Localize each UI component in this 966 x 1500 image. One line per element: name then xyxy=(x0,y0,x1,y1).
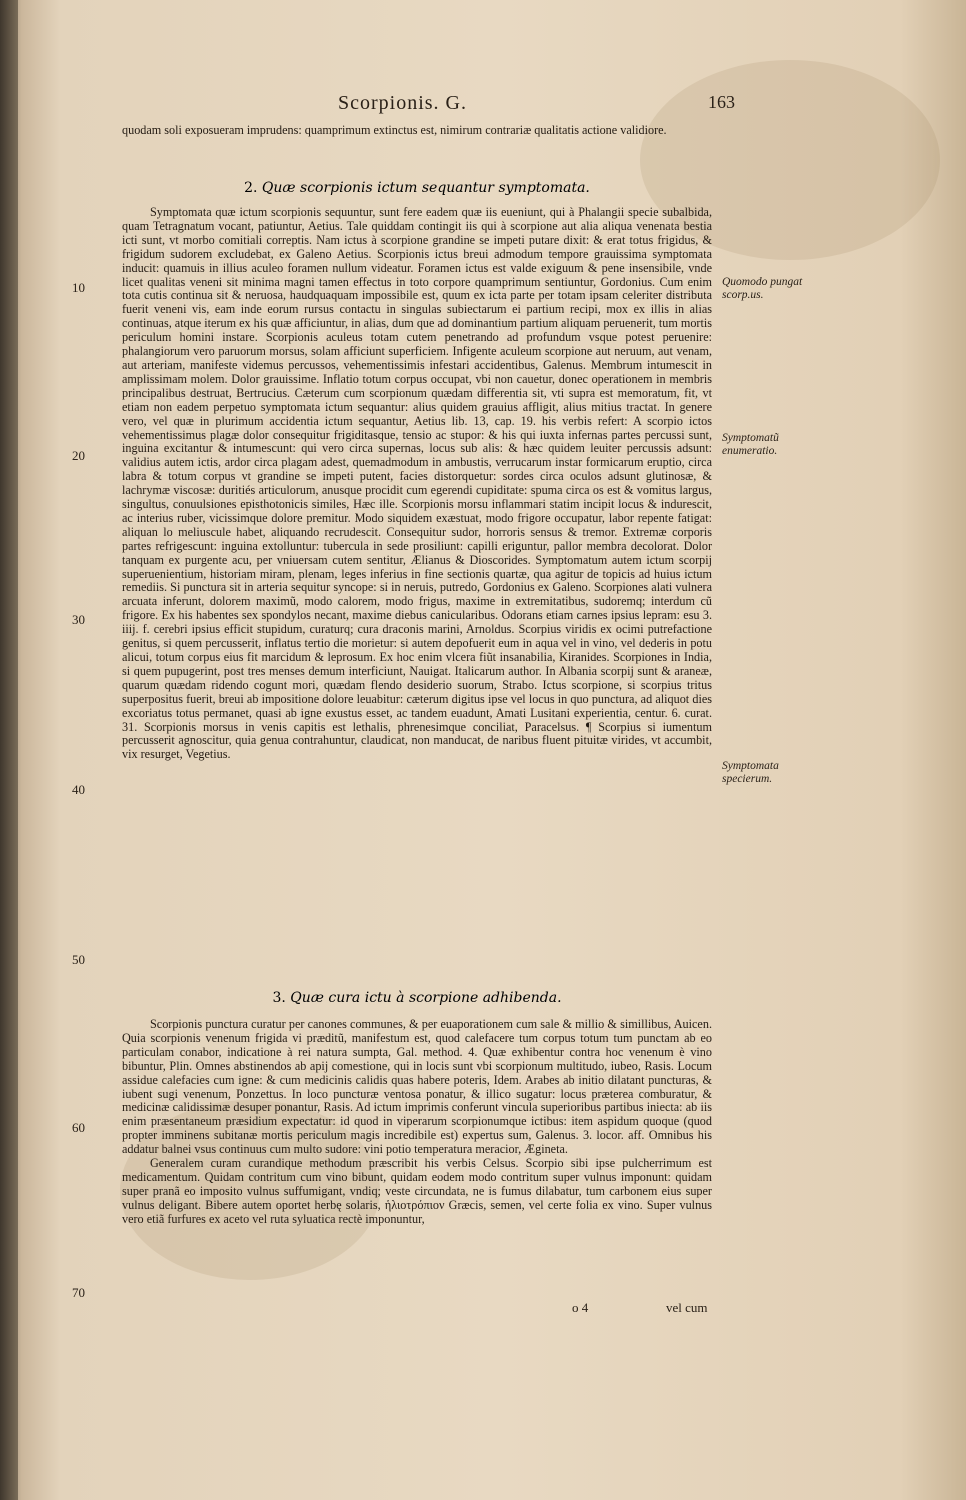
text-block-top xyxy=(122,124,712,138)
line-number: 60 xyxy=(72,1120,85,1135)
signature-mark: o 4 xyxy=(572,1300,589,1315)
section-number: 3. xyxy=(272,990,286,1006)
line-number: 50 xyxy=(72,952,85,967)
paragraph: Symptomata quæ ictum scorpionis sequuntur, sunt fere eadem quæ iis eueniunt, qui à Phalangii specie subalbida, quam Tetragnatum vocant, patiuntur, Aetius. Tale quiddam contingit iis qui à scorpione aut alia aliqua venenata bestia icti sunt, vt morbo comitiali correptis. Nam ictus à scorpione grandine se impeti putare dixit: & erat totus frigidus, & frigidum sudorem excludebat, ex Galeno Aetius. Scorpionis ictus breui admodum tempore grauissima symptomata inducit: quamuis in illius aculeo foramen nullum videatur. Foramen ictus est valde exiguum & pene insensibile, vnde licet qualitas veneni sit minima magni tamen effectus in toto corpore quamprimum sentiuntur, Gordonius. Cum enim tota cutis continua sit & neruosa, haudquaquam impossibile est, quum ex icta parte per totam ipsam celeriter distributa fuerit veneni vis, eam inde eorum rursus contactu in singulas subiectarum ei partium recipi, mox ex illis in alias continuas, atque iterum ex his quæ afficiuntur, in alias, dum que ad dominantium partium aliquam peruenerit, tum mortis periculum homini instare. Scorpionis aculeus totam cutem penetrando ad profundum vsque potest peruenire: phalangiorum vero paruorum morsus, solam afficiunt superficiem. Infigente aculeum scorpione aut neruum, aut venam, aut arteriam, manifeste videmus percussos, vehementissimis infestari accidentibus, Galenus. Membrum intumescit in amplissimam molem. Dolor grauissime. Inflatio totum corpus occupat, vbi non cauetur, donec operationem in membris principalibus destruat, Bertrucius. Cæterum cum scorpionum quædam differentia sit, vti supra est memoratum, fit, vt etiam non eadem perpetuo symptomata ictum sequantur: alius quidem grauius affligit, alius mitius tractat. In genere vero, vel quæ in plurimum accidentia ictum sequantur, Aetius lib. 13, cap. 19. his verbis refert: A scorpio ictos vehementissimus plagæ dolor consequitur frigiditasque, tensio ac stupor: & his qui iuxta infernas partes percussi sunt, inguina excitantur & intumescunt: qui vero circa supernas, locus sub alis: & hæc quidem leuiter percussis adsunt: validius autem ictis, ardor circa plagam adest, quemadmodum in ambustis, verrucarum instar formicarum eruptio, circa labra & totum corpus vt grandine se impeti putent, facies distorquetur: sordes circa oculos adsunt glutinosæ, & lachrymæ viscosæ: duritiés articulorum, anusque procidit cum egerendi cupiditate: spuma circa os est & vomitus largus, singultus, conuulsiones episthotonicis similes, Hæc ille. Scorpionis morsu inflammari statim incipit locus & indurescit, ac interius ruber, vicissimque dolore premitur. Modo siquidem exæstuat, modo frigore occupatur, labor repente fatigat: aliquan lo meliuscule habet, aliquando recrudescit. Consequitur sudor, horroris sensus & tremor. Extremæ corporis partes refrigescunt: inguina extolluntur: tubercula in sede prosiliunt: capilli eriguntur, pallor membra decolorat. Dolor tanquam ex purgente acu, per vniuersam cutem sentitur, Ælianus & Dioscorides. Symptomatum autem ictum scorpij superuenientium, historiam miram, plenam, leges inferius in fine sectionis quartæ, qua agitur de topicis ad huius ictum remediis. Si punctura sit in arteria sequitur syncope: si in neruis, putredo, Gordonius ex Galeno. Scorpiones alati vulnera arcuata inferunt, dolorem maximũ, modo calorem, modo frigus, maxime in extremitatibus, sudoremq; interdum cũ frigore. Ex his habentes sex spondylos necant, maxime diebus canicularibus. Odorans etiam carnes ipsius lepram: esu 3. iiij. f. cerebri ipsius efficit stupidum, curaturq; cura draconis marini, Arnoldus. Scorpius viridis ex ocimi putrefactione genitus, si quem percusserit, inflatus tertio die morietur: si autem depofuerit eum in aqua vel in vino, vel dederis in potu alicui, totum corpus eius fit marcidum & leprosum. Ex hoc enim vlcera fiũt insanabilia, Kiranides. Scorpiones in India, si quem pupugerint, post tres menses demum interficiunt, Nauigat. Italicarum author. In Albania scorpij sunt & araneæ, quarum quædam ridendo cogunt mori, quædam flendo desiderio suorum, Strabo. Ictus scorpione, si scorpius tritus superpositus fuerit, breui ab impositione dolore leuabitur: cæterum digitus ipse vel locus in quo punctura, ad aliquot dies excoriatus totus permanet, quasi ab igne exustus esset, ac tandem euadunt, Amati Lusitani experientia, centur. 6. curat. 31. Scorpionis morsus in venis capitis est lethalis, phrenesimque conciliat, Paracelsus. ¶ Scorpius si iumentum percusserit agnoscitur, quia genua contrahuntur, claudicat, non manducat, de naribus fluent pituitæ virides, vt accumbit, vix resurget, Vegetius. xyxy=(122,205,712,762)
paragraph: Scorpionis punctura curatur per canones communes, & per euaporationem cum sale & millio & simillibus, Auicen. Quia scorpionis venenum frigida vi præditũ, manifestum est, quod calefacere tum corpus totum tum punctam ab eo particulam conabor, indicatione à rei natura sumpta, Gal. method. 4. Quæ exhibentur contra hoc venenum è vino bibuntur, Plin. Omnes abstinendos ab apij comestione, qui in locis sunt vbi scorpionum multitudo, iubeo, Rasis. Locum assidue calefacies cum igne: & cum medicinis calidis quas habere poteris, Idem. Arabes ab initio dilatant puncturas, & iubent sugi venenum, Ponzettus. In loco puncturæ ventosa ponatur, & illico sugatur: locus præterea comburatur, & medicinæ calidissimæ desuper ponantur, Rasis. Ad ictum imprimis conferunt vincula superioribus partibus iniecta: ab iis enim præsentaneum præsidium expectatur: id quod in viperarum scorpionumque ictibus: item aspidum quoque (quod propter imminens subitanæ mortis periculum magis incredibile est) expertus sum, Galenus. 3. locor. aff. Omnibus his addatur balnei vsus continuus cum multo sudore: vini potio temperatura meracior, Ægineta. xyxy=(122,1017,712,1157)
paragraph: Generalem curam curandique methodum præscribit his verbis Celsus. Scorpio sibi ipse pulcherrimum est medicamentum. Quidam contritum cum vino bibunt, quidam eodem modo contritum super vulnus imponunt: quidam super pranã eo imposito vulnus suffumigant, vndiq; veste circundata, ne is fumus dilabatur, tum carbonem eius super vulnus deligant. Bibere autem oportet herbę solaris, ἡλιοτρόπιον Græcis, semen, vel certe folia ex vino. Super vulnus vero etiã furfures ex aceto vel ruta syluatica rectè imponuntur, xyxy=(122,1156,712,1226)
margin-note: Quomodo pungat scorp.us. xyxy=(722,276,803,301)
margin-note: Symptomatũ enumeratio. xyxy=(722,432,779,457)
paragraph: quodam soli exposueram imprudens: quamprimum extinctus est, nimirum contrariæ qualitatis actione validiore. xyxy=(122,123,667,137)
margin-note: Symptomata specierum. xyxy=(722,760,779,785)
line-number: 70 xyxy=(72,1285,85,1300)
section-heading-3 xyxy=(122,990,712,1006)
running-title: Scorpionis. G. xyxy=(338,92,467,114)
line-number: 20 xyxy=(72,448,85,463)
book-binding-edge xyxy=(0,0,18,1500)
section-title: Quæ scorpionis ictum sequantur symptomata. xyxy=(261,180,590,196)
section-number: 2. xyxy=(244,180,258,196)
section-title: Quæ cura ictu à scorpione adhibenda. xyxy=(290,990,562,1006)
line-number: 30 xyxy=(72,612,85,627)
catchword: vel cum xyxy=(666,1300,708,1315)
page-number: 163 xyxy=(708,92,735,112)
section-heading-2 xyxy=(122,180,712,196)
line-number: 10 xyxy=(72,280,85,295)
line-number: 40 xyxy=(72,782,85,797)
text-block-section-3 xyxy=(122,1018,712,1227)
text-block-section-2 xyxy=(122,206,712,762)
